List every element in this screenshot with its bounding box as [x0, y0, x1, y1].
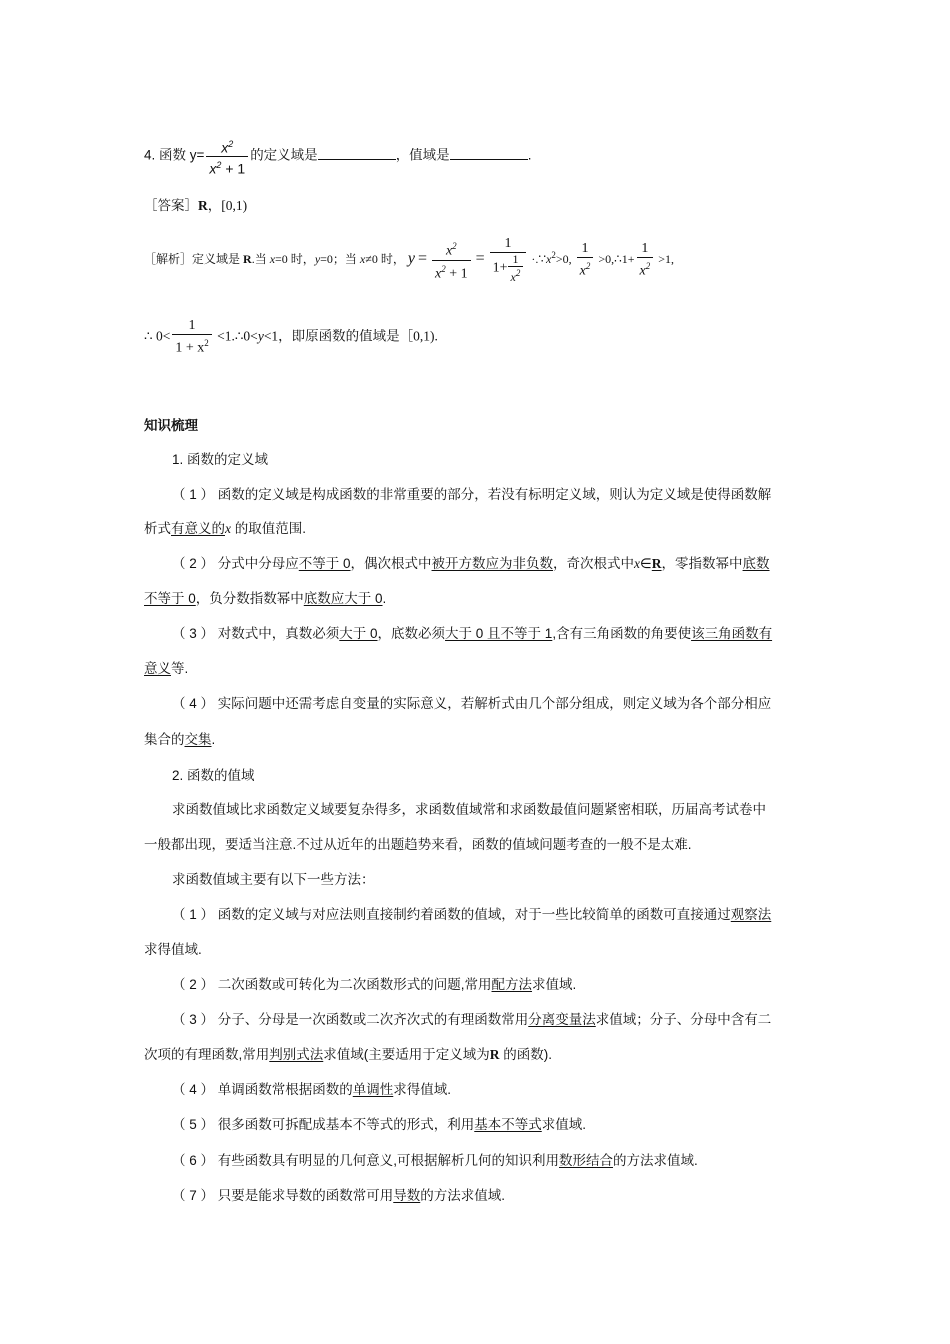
s2-title: 2. 函数的值域: [172, 768, 255, 783]
s1-p1-line-b: 析式有意义的x 的取值范围.: [144, 521, 307, 536]
s1-p4-line-b: 集合的交集.: [144, 732, 216, 747]
question-4: 4. 函数 y= $\frac{x^2}{x^2 + 1}$ 的定义域是 ，值域是 .: [144, 136, 531, 176]
s2-m6: （ 6 ） 有些函数具有明显的几何意义,可根据解析几何的知识利用数形结合的方法求值域.: [172, 1153, 698, 1168]
s2-m3-line-b: 次项的有理函数,常用判别式法求值域(主要适用于定义域为R 的函数).: [144, 1047, 553, 1062]
s2-m1-line-a: （ 1 ） 函数的定义域与对应法则直接制约着函数的值域，对于一些比较简单的函数可直接通过观察法: [172, 907, 772, 922]
section-title: 知识梳理: [144, 418, 198, 433]
analysis-line-1: ［解析］定义域是 R.当 x=0 时，y=0；当 x≠0 时， y = $\frac{x^2}{x^2 + 1}$ = 1 1+ $\frac{1}{x^2}$ $\cdot.\because x^2>0$, $\frac{1}{x^2}$ >0,∴1+ $\frac{1}{x^2}$ >1,: [144, 236, 675, 284]
question-number: 4.: [144, 147, 156, 163]
domain-text: 的定义域是: [250, 147, 318, 163]
analysis-label: ［解析］定义域是: [144, 251, 241, 266]
analysis-line-2: ∴ 0< $\frac{1}{1 + x^2}$ <1.∴0<y<1，即原函数的值域是［0,1).: [144, 318, 438, 356]
fraction-one-over-complex: 1 1+ $\frac{1}{x^2}$: [490, 236, 527, 284]
range-blank: [450, 147, 528, 160]
fraction-x2-over-x2plus1-b: $\frac{x^2}{x^2 + 1}$: [432, 238, 471, 282]
s1-p2-line-a: （ 2 ） 分式中分母应不等于 0，偶次根式中被开方数应为非负数，奇次根式中x∈R，零指数幂中底数: [172, 556, 770, 571]
s1-p1-line-a: （ 1 ） 函数的定义域是构成函数的非常重要的部分，若没有标明定义域，则认为定义域是使得函数解: [172, 487, 772, 502]
s1-p4-line-a: （ 4 ） 实际问题中还需考虑自变量的实际意义，若解析式由几个部分组成，则定义域为各个部分相应: [172, 696, 772, 711]
s1-p3-line-a: （ 3 ） 对数式中，真数必须大于 0，底数必须大于 0 且不等于 1,含有三角函数的角要使该三角函数有: [172, 626, 773, 641]
answer-label: ［答案］: [144, 198, 198, 213]
s2-m4: （ 4 ） 单调函数常根据函数的单调性求得值域.: [172, 1082, 452, 1097]
domain-blank: [318, 147, 396, 160]
question-lead: 函数 y=: [159, 147, 205, 163]
s2-m7: （ 7 ） 只要是能求导数的函数常可用导数的方法求值域.: [172, 1188, 506, 1203]
fraction-one-over-x2: $\frac{1}{x^2}$: [577, 241, 594, 280]
answer-line: ［答案］R，[0,1): [144, 198, 248, 213]
s2-m1-line-b: 求得值域.: [144, 942, 202, 957]
s2-intro-line-a: 求函数值域比求函数定义域要复杂得多，求函数值域常和求函数最值问题紧密相联，历届高考试卷中: [172, 802, 766, 817]
fraction-one-over-1plusx2: $\frac{1}{1 + x^2}$: [172, 318, 211, 357]
fraction-one-over-x2-b: $\frac{1}{x^2}$: [637, 241, 654, 280]
s1-p3-line-b: 意义等.: [144, 661, 189, 676]
fraction-x2-over-x2plus1: $\frac{x^2}{x^2 + 1}$: [206, 136, 248, 176]
s2-m3-line-a: （ 3 ） 分子、分母是一次函数或二次齐次式的有理函数常用分离变量法求值域；分子、分母中含有二: [172, 1012, 772, 1027]
s2-m2: （ 2 ） 二次函数或可转化为二次函数形式的问题,常用配方法求值域.: [172, 977, 577, 992]
range-text: ，值域是: [395, 147, 450, 163]
s2-m5: （ 5 ） 很多函数可拆配成基本不等式的形式，利用基本不等式求值域.: [172, 1117, 587, 1132]
s2-methods-intro: 求函数值域主要有以下一些方法：: [172, 872, 375, 887]
s1-title: 1. 函数的定义域: [172, 452, 269, 467]
s1-p2-line-b: 不等于 0，负分数指数幂中底数应大于 0.: [144, 591, 387, 606]
s2-intro-line-b: 一般都出现，要适当注意.不过从近年的出题趋势来看，函数的值域问题考查的一般不是太难.: [144, 837, 692, 852]
